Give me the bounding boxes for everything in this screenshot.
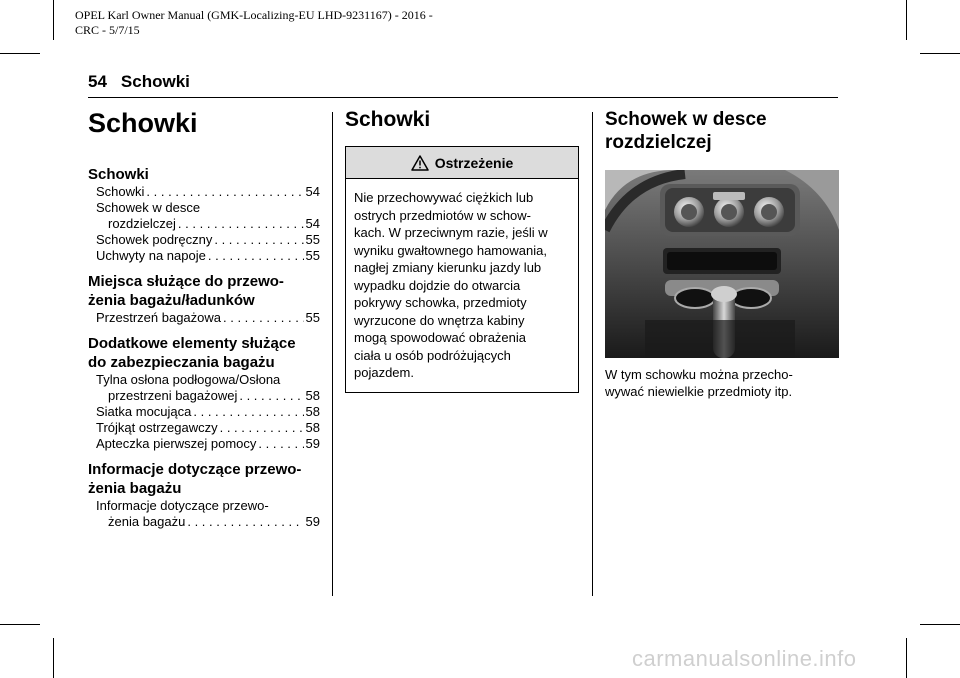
toc-entry[interactable] bbox=[88, 372, 320, 404]
toc-section-title-line: Informacje dotyczące przewo- bbox=[88, 461, 302, 478]
toc-entry-label: Trójkąt ostrzegawczy bbox=[96, 420, 218, 435]
warning-column bbox=[345, 108, 579, 393]
toc-entry-label: Schowek w desce bbox=[96, 200, 201, 215]
toc-list bbox=[88, 372, 320, 452]
toc-entry-page: 58 bbox=[305, 420, 320, 435]
watermark: carmanualsonline.info bbox=[632, 646, 857, 671]
toc-entry[interactable] bbox=[88, 310, 320, 326]
warning-body bbox=[346, 179, 578, 392]
crop-mark bbox=[906, 638, 907, 678]
print-header bbox=[75, 8, 433, 38]
photo-column bbox=[605, 108, 839, 400]
toc-entry-label: Schowek podręczny bbox=[96, 232, 213, 247]
page-heading bbox=[88, 72, 190, 92]
warning-line: ostrych przedmiotów w schow- bbox=[354, 207, 531, 223]
toc-section-title bbox=[88, 334, 320, 372]
toc-list bbox=[88, 184, 320, 264]
toc-entry-page: 59 bbox=[305, 436, 320, 451]
toc-entry-label: Schowki bbox=[96, 184, 145, 199]
toc-section-title-line: Dodatkowe elementy służące bbox=[88, 335, 296, 352]
chapter-title: Schowki bbox=[88, 108, 198, 138]
toc-entry-page: 55 bbox=[305, 310, 320, 325]
toc-entry-label: Siatka mocująca bbox=[96, 404, 192, 419]
section-heading-line: rozdzielczej bbox=[605, 132, 712, 153]
toc-list bbox=[88, 310, 320, 326]
warning-line: Nie przechowywać ciężkich lub bbox=[354, 190, 534, 205]
toc-entry[interactable] bbox=[88, 184, 320, 200]
toc-entry[interactable] bbox=[88, 436, 320, 452]
toc-entry-page: 58 bbox=[305, 404, 320, 419]
crop-mark bbox=[0, 624, 40, 625]
toc-section-title-line: żenia bagażu/ładunków bbox=[88, 292, 255, 309]
toc-entry-page: 55 bbox=[305, 232, 320, 247]
toc-entry-page: 58 bbox=[305, 388, 320, 403]
toc-entry-label: Uchwyty na napoje bbox=[96, 248, 206, 263]
toc-entry-label: Informacje dotyczące przewo- bbox=[96, 498, 269, 513]
print-header-line: CRC - 5/7/15 bbox=[75, 23, 140, 37]
photo-caption bbox=[605, 366, 839, 400]
crop-mark bbox=[906, 0, 907, 40]
toc-entry[interactable] bbox=[88, 232, 320, 248]
toc-section-title: Schowki bbox=[88, 166, 149, 183]
section-heading: Schowki bbox=[345, 108, 431, 131]
toc-entry-page: 54 bbox=[305, 184, 320, 199]
center-console-photo bbox=[605, 170, 839, 358]
toc-entry[interactable] bbox=[88, 248, 320, 264]
page-number: 54 bbox=[88, 72, 107, 91]
warning-line: pojazdem. bbox=[354, 365, 414, 380]
toc-entry-label: Przestrzeń bagażowa bbox=[96, 310, 222, 325]
toc-entry-page: 54 bbox=[305, 216, 320, 231]
toc-entry-page: 55 bbox=[305, 248, 320, 263]
print-header-line: OPEL Karl Owner Manual (GMK-Localizing-EU LHD-9231167) - 2016 - bbox=[75, 8, 433, 22]
toc-section-title-line: Miejsca służące do przewo- bbox=[88, 273, 284, 290]
section-heading bbox=[605, 108, 839, 154]
toc-entry-label: rozdzielczej bbox=[108, 216, 176, 231]
toc-column bbox=[88, 108, 320, 530]
warning-header bbox=[346, 147, 578, 179]
toc-section-title-line: żenia bagażu bbox=[88, 480, 182, 497]
warning-line: ciała u osób podróżujących bbox=[354, 347, 511, 363]
toc-entry[interactable] bbox=[88, 498, 320, 530]
column-divider bbox=[592, 112, 593, 596]
warning-line: wyrzucone do wnętrza kabiny bbox=[354, 312, 525, 328]
toc-list bbox=[88, 498, 320, 530]
crop-mark bbox=[53, 638, 54, 678]
warning-box bbox=[345, 146, 579, 393]
warning-line: kach. W przeciwnym razie, jeśli w bbox=[354, 225, 548, 240]
toc-section-title bbox=[88, 272, 320, 310]
toc-entry[interactable] bbox=[88, 200, 320, 232]
toc-section-title-line: do zabezpieczania bagażu bbox=[88, 354, 275, 371]
warning-line: wyniku gwałtownego hamowania, bbox=[354, 242, 547, 258]
warning-triangle-icon bbox=[411, 155, 429, 171]
header-rule bbox=[88, 97, 838, 98]
crop-mark bbox=[920, 624, 960, 625]
crop-mark bbox=[53, 0, 54, 40]
toc-entry-label: przestrzeni bagażowej bbox=[108, 388, 238, 403]
toc-section-title bbox=[88, 460, 320, 498]
page-title: Schowki bbox=[120, 72, 190, 91]
caption-line: W tym schowku można przecho- bbox=[605, 367, 793, 382]
caption-line: wywać niewielkie przedmioty itp. bbox=[605, 384, 793, 399]
column-divider bbox=[332, 112, 333, 596]
section-heading-line: Schowek w desce bbox=[605, 109, 767, 130]
toc-entry-label: Apteczka pierwszej pomocy bbox=[96, 436, 257, 451]
crop-mark bbox=[920, 53, 960, 54]
warning-line: pokrywy schowka, przedmioty bbox=[354, 295, 527, 310]
crop-mark bbox=[0, 53, 40, 54]
warning-line: mogą spowodować obrażenia bbox=[354, 330, 526, 345]
warning-line: wypadku dojdzie do otwarcia bbox=[354, 277, 521, 293]
toc-entry-label: Tylna osłona podłogowa/Osłona bbox=[96, 372, 281, 387]
warning-line: nagłej zmiany kierunku jazdy lub bbox=[354, 260, 542, 275]
toc-entry-label: żenia bagażu bbox=[108, 514, 186, 529]
toc-entry-page: 59 bbox=[305, 514, 320, 529]
warning-label: Ostrzeżenie bbox=[434, 154, 514, 171]
toc-entry[interactable] bbox=[88, 404, 320, 420]
toc-entry[interactable] bbox=[88, 420, 320, 436]
